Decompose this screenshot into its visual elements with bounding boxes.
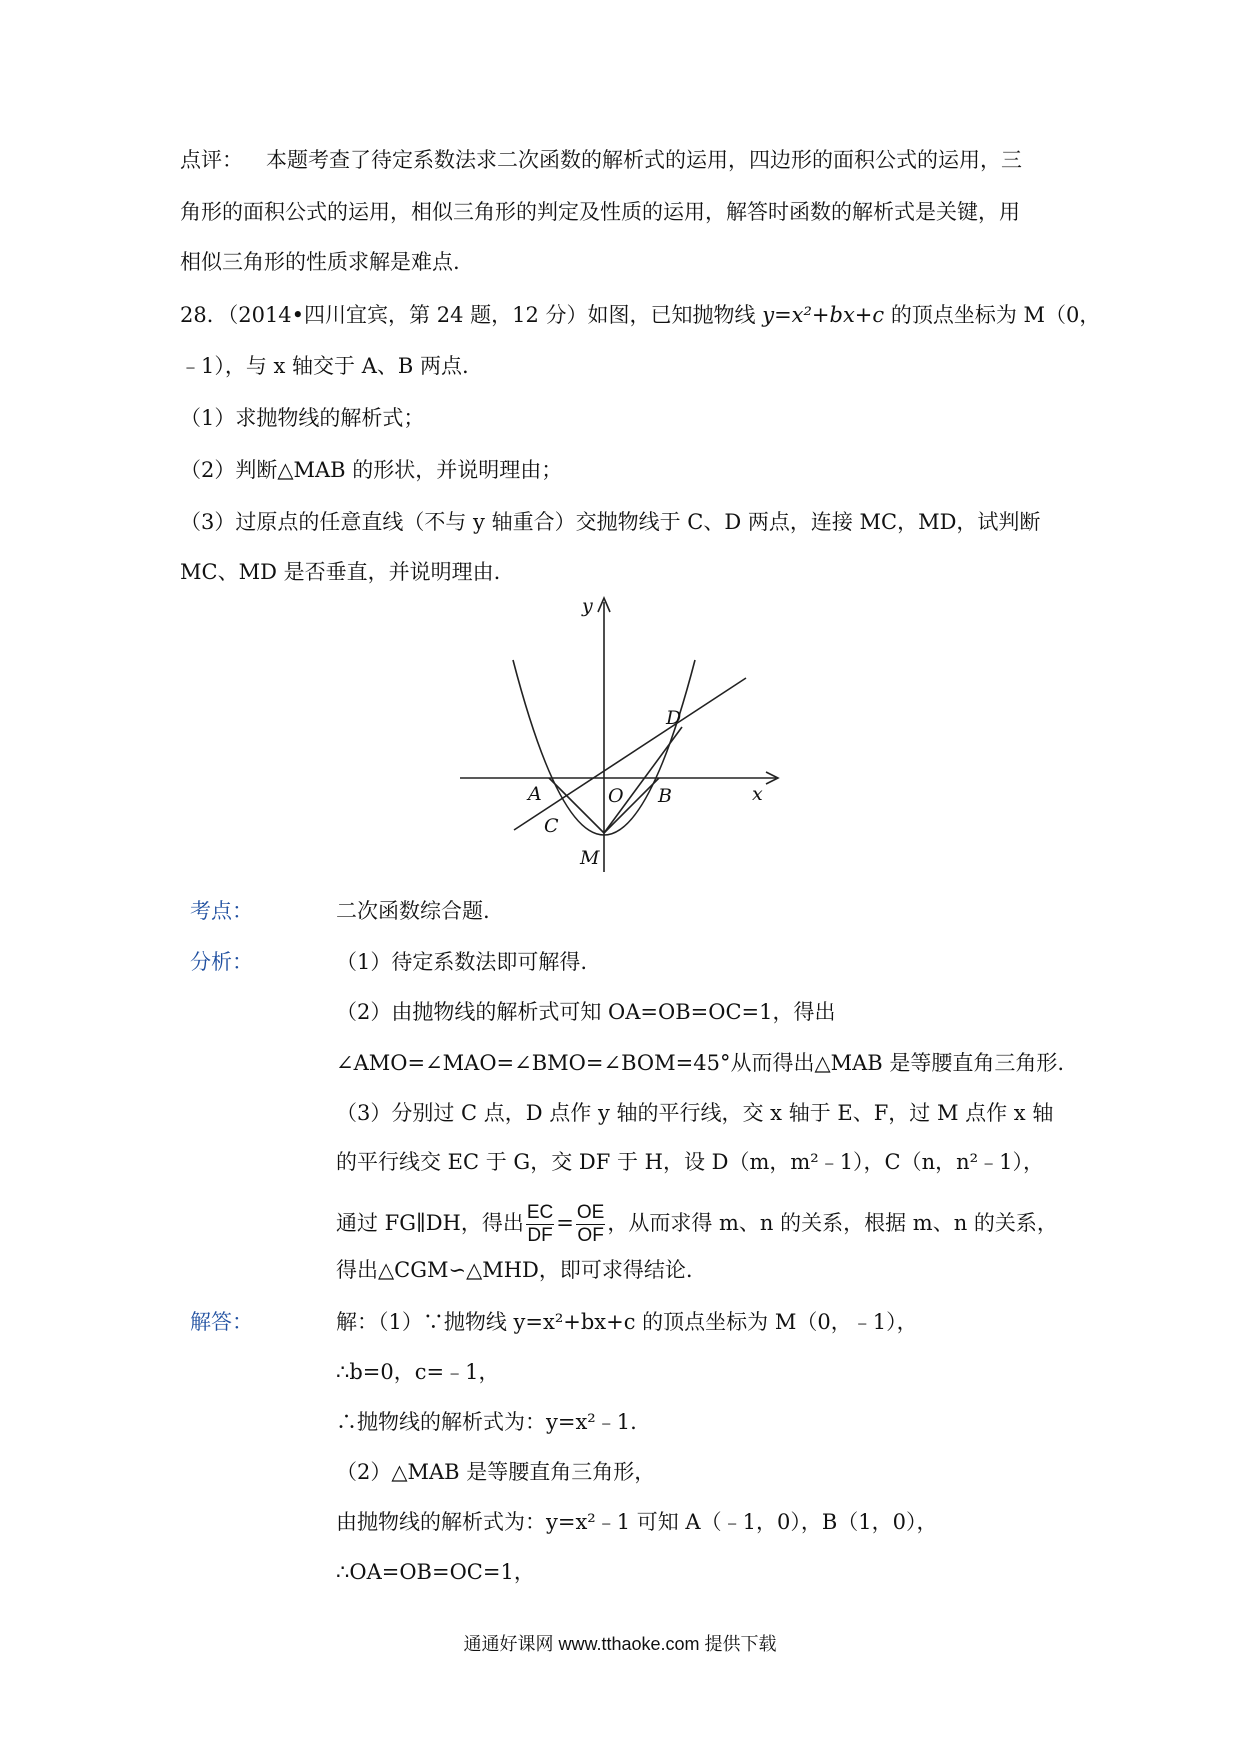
problem-line2: ﹣1），与 x 轴交于 A、B 两点. <box>180 354 469 378</box>
problem-line1 <box>180 301 1100 329</box>
question-2: （2）判断△MAB 的形状，并说明理由； <box>180 458 563 482</box>
review-text-line2: 角形的面积公式的运用，相似三角形的判定及性质的运用，解答时函数的解析式是关键，用 <box>180 200 1020 224</box>
label-x: x <box>752 783 763 805</box>
fenxi-line3: ∠AMO=∠MAO=∠BMO=∠BOM=45°从而得出△MAB 是等腰直角三角形. <box>336 1051 1065 1075</box>
problem-line1-equation: y=x²+bx+c <box>762 303 885 327</box>
jieda-line4: （2）△MAB 是等腰直角三角形， <box>336 1460 656 1484</box>
fraction-equals: = <box>556 1211 574 1235</box>
fraction-OE-OF-denominator: OF <box>577 1225 604 1246</box>
fenxi-line6-b: ，从而求得 m、n 的关系，根据 m、n 的关系， <box>607 1211 1058 1235</box>
fenxi-line6-a: 通过 FG∥DH，得出 <box>336 1211 524 1235</box>
jieda-line1: 解：（1）∵抛物线 y=x²+bx+c 的顶点坐标为 M（0，﹣1）， <box>336 1310 918 1334</box>
fenxi-line1: （1）待定系数法即可解得. <box>336 950 588 974</box>
jieda-line6: ∴OA=OB=OC=1， <box>336 1560 535 1584</box>
question-1: （1）求抛物线的解析式； <box>180 406 425 430</box>
kaodian-text: 二次函数综合题. <box>336 899 490 923</box>
review-text-line3: 相似三角形的性质求解是难点. <box>180 250 460 274</box>
page-footer: 通通好课网 www.tthaoke.com 提供下载 <box>463 1634 777 1654</box>
fraction-OE-OF-numerator: OE <box>576 1202 605 1223</box>
segment-MD <box>604 727 682 833</box>
question-3-line1: （3）过原点的任意直线（不与 y 轴重合）交抛物线于 C、D 两点，连接 MC，MD，试判断 <box>180 510 1041 534</box>
problem-line1-b: 的顶点坐标为 M（0， <box>884 303 1101 327</box>
label-C: C <box>544 815 559 837</box>
label-B: B <box>658 785 672 807</box>
question-3-line2: MC、MD 是否垂直，并说明理由. <box>180 560 501 584</box>
fraction-EC-DF-denominator: DF <box>527 1225 553 1246</box>
label-D: D <box>666 707 682 729</box>
jieda-line3: ∴抛物线的解析式为：y=x²﹣1. <box>336 1410 637 1434</box>
fenxi-line4: （3）分别过 C 点，D 点作 y 轴的平行线，交 x 轴于 E、F，过 M 点作 x 轴 <box>336 1101 1054 1125</box>
problem-line1-a: 28．（2014•四川宜宾，第 24 题，12 分）如图，已知抛物线 <box>180 303 763 327</box>
fenxi-line6 <box>336 1196 1058 1250</box>
fenxi-line5: 的平行线交 EC 于 G，交 DF 于 H，设 D（m，m²﹣1），C（n，n²﹣1）， <box>336 1150 1044 1174</box>
label-A: A <box>528 783 542 805</box>
parabola-figure <box>450 592 790 882</box>
fenxi-line2: （2）由抛物线的解析式可知 OA=OB=OC=1，得出 <box>336 1000 836 1024</box>
review-label: 点评： <box>180 148 243 172</box>
kaodian-label: 考点： <box>190 899 253 923</box>
jieda-label: 解答： <box>190 1310 253 1334</box>
review-text-line1: 本题考查了待定系数法求二次函数的解析式的运用，四边形的面积公式的运用，三 <box>266 148 1022 172</box>
fraction-EC-DF-numerator: EC <box>526 1202 554 1223</box>
fenxi-line7: 得出△CGM∽△MHD，即可求得结论. <box>336 1258 693 1282</box>
label-O: O <box>608 785 624 807</box>
jieda-line5: 由抛物线的解析式为：y=x²﹣1 可知 A（﹣1，0），B（1，0）， <box>336 1510 938 1534</box>
fraction-EC-DF <box>526 1202 554 1247</box>
label-M: M <box>580 847 600 869</box>
label-y: y <box>582 595 593 617</box>
fenxi-label: 分析： <box>190 950 253 974</box>
jieda-line2: ∴b=0，c=﹣1， <box>336 1360 500 1384</box>
fraction-OE-OF <box>576 1202 605 1247</box>
